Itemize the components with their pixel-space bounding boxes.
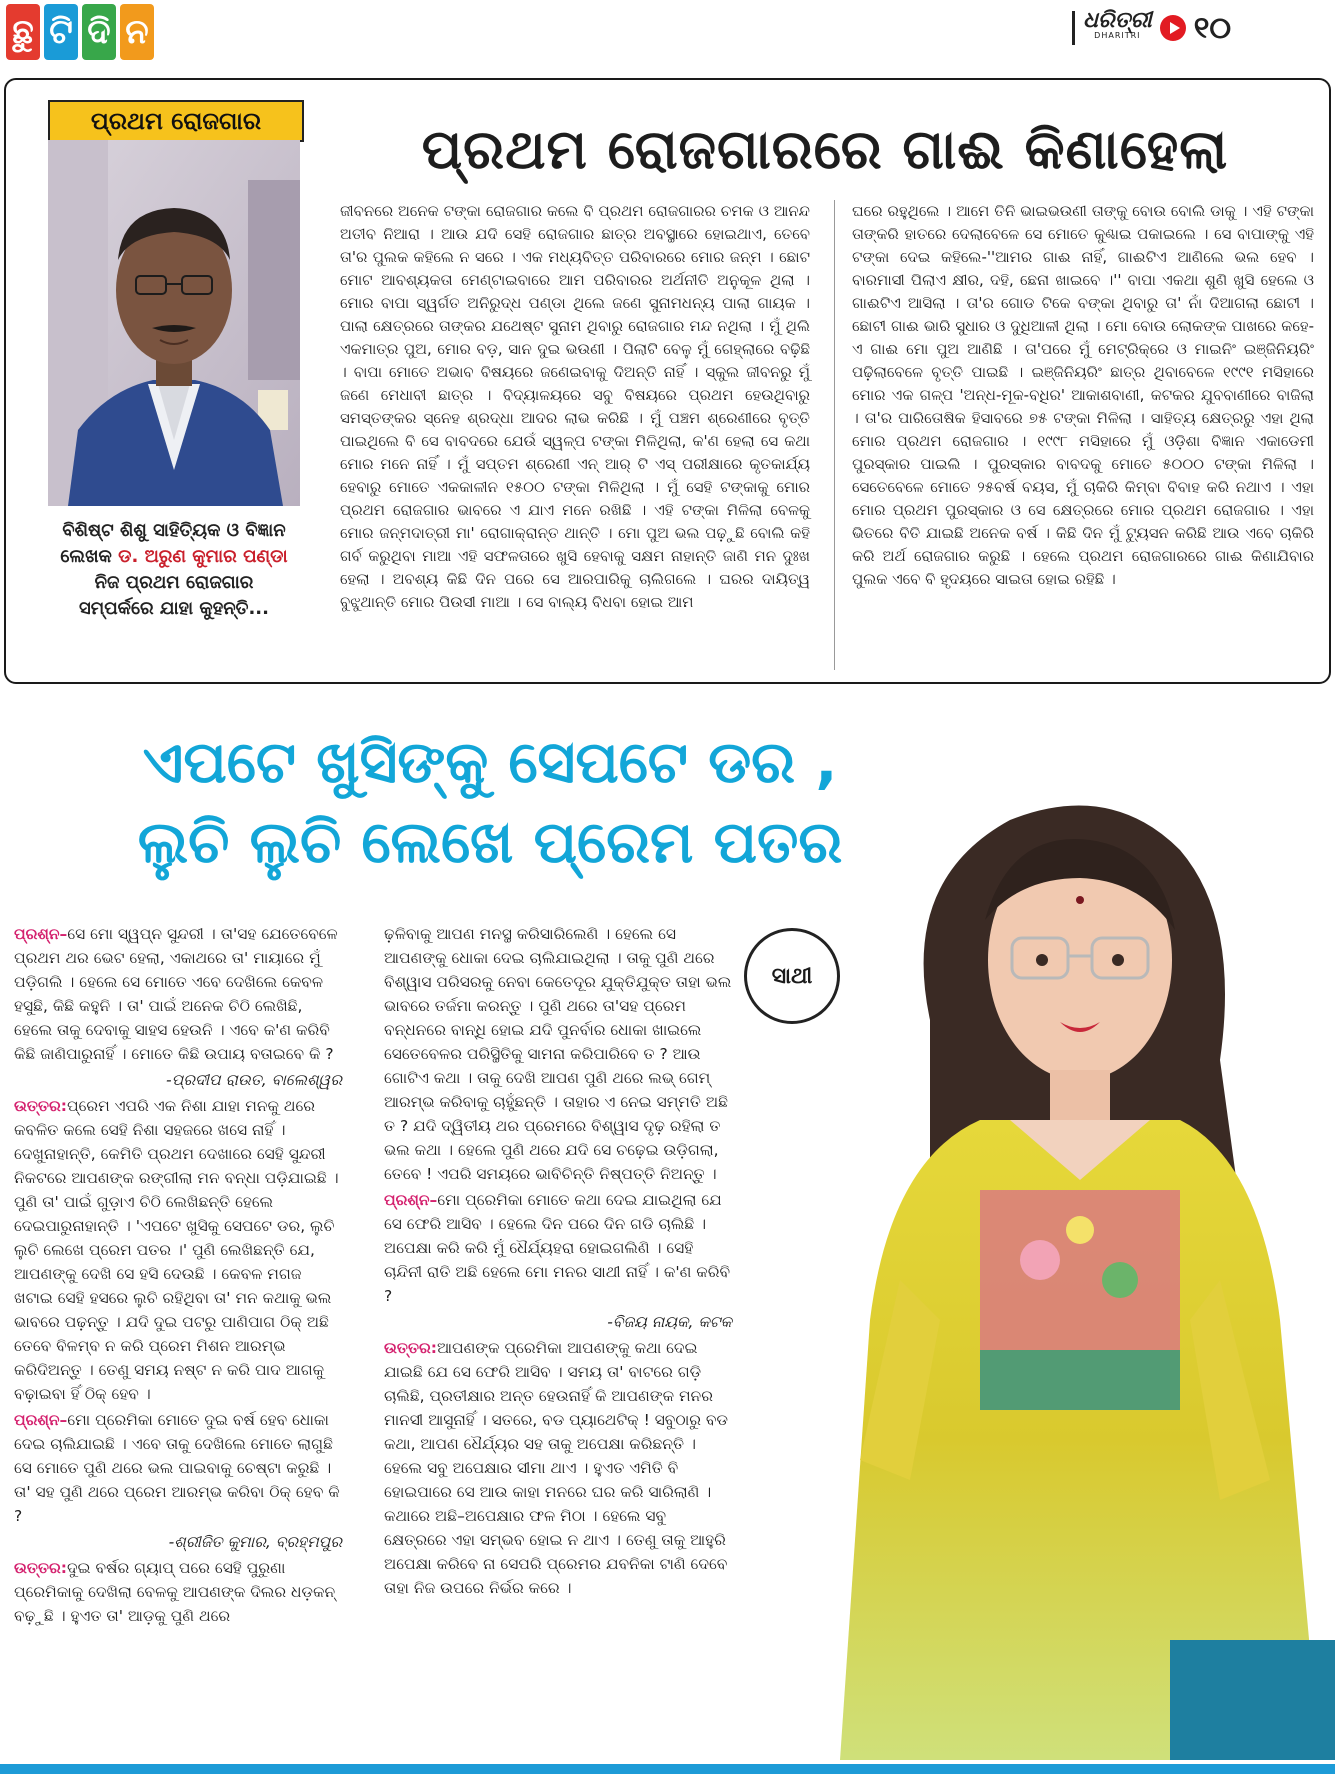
caption-line-4: ସମ୍ପର୍କରେ ଯାହା କୁହନ୍ତି... (79, 598, 269, 619)
section-logo (6, 4, 154, 64)
column-tag: ପ୍ରଥମ ରୋଜଗାର (48, 100, 304, 142)
brand-subtitle: DHARITRI (1094, 31, 1141, 40)
question-1 (14, 922, 342, 1066)
question-label: ପ୍ରଶ୍ନ– (14, 1411, 68, 1429)
article-column-2: ଘରେ ରହୁଥିଲେ । ଆମେ ତିନି ଭାଇଭଉଣୀ ତାଙ୍କୁ ବୋଉ ବୋଲି ଡାକୁ । ଏହି ଟଙ୍କା ତାଙ୍କରି ହାତରେ ଦେଲାବେଳେ ସେ ମୋତେ କୁଣ୍ଢାଇ ପକାଇଲେ । ସେ ବାପାଙ୍କୁ ଏହି ଟଙ୍କା ଦେଇ କହିଲେ-''ଆମର ଗାଈ ନାହିଁ, ଗାଈଟିଏ ଆଣିଲେ ଭଲ ହେବ । ବାରମାସୀ ପିଲାଏ କ୍ଷୀର, ଦହି, ଛେନା ଖାଇବେ ।'' ବାପା ଏକଥା ଶୁଣି ଖୁସି ହେଲେ ଓ ଗାଈଟିଏ ଆସିଲା । ତା'ର ଗୋଡ ଟିକେ ବଙ୍କା ଥିବାରୁ ତା' ନାଁ ଦିଆଗଲା ଛୋଟୀ । ଛୋଟୀ ଗାଈ ଭାରି ସୁଧାର ଓ ଦୁଧିଆଳୀ ଥିଲା । ମୋ ବୋଉ ଲୋକଙ୍କ ପାଖରେ କହେ- ଏ ଗାଈ ମୋ ପୁଅ ଆଣିଛି । ତା'ପରେ ମୁଁ ମେଟ୍ରିକ୍‌ରେ ଓ ମାଇନିଂ ଇଞ୍ଜିନିୟରିଂ ପଢ଼ିଲାବେଳେ ବୃତ୍ତି ପାଇଛି । ଇଞ୍ଜିନିୟରିଂ ଛାତ୍ର ଥିବାବେଳେ ୧୯୯୧ ମସିହାରେ ମୋର ଏକ ଗଳ୍ପ 'ଅନ୍ଧ-ମୂକ-ବଧିର' ଆକାଶବାଣୀ, କଟକର ଯୁବବାଣୀରେ ବାଜିଲା । ତା'ର ପାରିତୋଷିକ ହିସାବରେ ୭୫ ଟଙ୍କା ମିଳିଲା । ସାହିତ୍ୟ କ୍ଷେତ୍ରରୁ ଏହା ଥିଲା ମୋର ପ୍ରଥମ ରୋଜଗାର । ୧୯୯୮ ମସିହାରେ ମୁଁ ଓଡ଼ିଶା ବିଜ୍ଞାନ ଏକାଡେମୀ ପୁରସ୍କାର ପାଇଲି । ପୁରସ୍କାର ବାବଦକୁ ମୋତେ ୫୦୦୦ ଟଙ୍କା ମିଳିଲା । ସେତେବେଳେ ମୋତେ ୨୫ବର୍ଷ ବୟସ, ମୁଁ ଚାକିରି କିମ୍ବା ବିବାହ କରି ନଥାଏ । ଏହା ମୋର ପ୍ରଥମ ପୁରସ୍କାର ଓ ସେ କ୍ଷେତ୍ରରେ ମୋର ପ୍ରଥମ ରୋଜଗାର । ଏହା ଭିତରେ ବିତି ଯାଇଛି ଅନେକ ବର୍ଷ । କିଛି ଦିନ ମୁଁ ଟ୍ୟୁସନ କରିଛି ଆଉ ଏବେ ଚାକିରି କରି ଅର୍ଥ ରୋଜଗାର କରୁଛି । ହେଲେ ପ୍ରଥମ ରୋଜଗାରରେ ଗାଈ କିଣାଯିବାର ପୁଲକ ଏବେ ବି ହୃଦୟରେ ସାଇତା ହୋଇ ରହିଛି । (852, 202, 1314, 588)
caption-line-1: ବିଶିଷ୍ଟ ଶିଶୁ ସାହିତ୍ୟିକ ଓ ବିଜ୍ଞାନ (62, 520, 286, 541)
brand-divider (1072, 11, 1075, 45)
advice-column-middle (384, 922, 732, 1602)
caption-line-2 (40, 544, 308, 570)
advice-headline-line-1: ଏପଟେ ଖୁସିଙ୍କୁ ସେପଟେ ଡର , (142, 728, 838, 796)
answer-2 (14, 1556, 342, 1628)
section-logo-char-2: ଟି (44, 4, 78, 60)
advice-headline-line-2: ଲୁଚି ଲୁଚି ଲେଖେ ପ୍ରେମ ପତର (137, 808, 843, 876)
brand-name: ଧରିତ୍ରୀ (1083, 7, 1152, 33)
question-2-signature: -ଶ୍ରୀଜିତ କୁମାର, ବ୍ରହ୍ମପୁର (168, 1533, 342, 1551)
advice-column-left (14, 922, 342, 1630)
newspaper-brand (1072, 8, 1332, 48)
author-name: ଡ. ଅରୁଣ କୁମାର ପଣ୍ଡା (118, 546, 288, 567)
column-divider (834, 200, 835, 670)
section-logo-char-3: ଦି (82, 4, 116, 60)
question-3 (384, 1188, 732, 1308)
answer-label: ଉତ୍ତର: (14, 1559, 67, 1577)
answer-2-continued: ଢ଼ଳିବାକୁ ଆପଣ ମନସ୍ଥ କରିସାରିଲେଣି । ହେଲେ ସେ ଆପଣଙ୍କୁ ଧୋକା ଦେଇ ଚାଲିଯାଇଥିଲା । ତାକୁ ପୁଣି ଥରେ ବିଶ୍ୱାସ ପରିସରକୁ ନେବା କେତେଦୂର ଯୁକ୍ତିଯୁକ୍ତ ତାହା ଭଲ ଭାବରେ ତର୍ଜମା କରନ୍ତୁ । ପୁଣି ଥରେ ତା'ସହ ପ୍ରେମ ବନ୍ଧନରେ ବାନ୍ଧି ହୋଇ ଯଦି ପୁନର୍ବାର ଧୋକା ଖାଇଲେ ସେତେବେଳର ପରିସ୍ଥିତିକୁ ସାମନା କରିପାରିବେ ତ ? ଆଉ ଗୋଟିଏ କଥା । ତାକୁ ଦେଖି ଆପଣ ପୁଣି ଥରେ ଲଭ୍ ଗେମ୍ ଆରମ୍ଭ କରିବାକୁ ଚାହୁଁଛନ୍ତି । ତାହାର ଏ ନେଇ ସମ୍ମତି ଅଛି ତ ? ଯଦି ଦ୍ୱିତୀୟ ଥର ପ୍ରେମରେ ବିଶ୍ୱାସ ଦୃଢ଼ ରହିଲା ତ ଭଲ କଥା । ହେଲେ ପୁଣି ଥରେ ଯଦି ସେ ଚଢ଼େଇ ଉଡ଼ିଗଲା, ତେବେ ! ଏପରି ସମୟରେ ଭାବିଚିନ୍ତି ନିଷ୍ପତ୍ତି ନିଅନ୍ତୁ । (384, 925, 732, 1183)
section-logo-char-4: ନ (120, 4, 154, 60)
answer-1-text: ପ୍ରେମ ଏପରି ଏକ ନିଶା ଯାହା ମନକୁ ଥରେ କବଳିତ କଲେ ସେହି ନିଶା ସହଜରେ ଖସେ ନାହିଁ । ଦେଖୁନାହାନ୍ତି, କେମିତି ପ୍ରଥମ ଦେଖାରେ ସେହି ସୁନ୍ଦରୀ ନିକଟରେ ଆପଣଙ୍କ ରଙ୍ଗୀଲା ମନ ବନ୍ଧା ପଡ଼ିଯାଇଛି । ପୁଣି ତା' ପାଇଁ ଗୁଡ଼ାଏ ଚିଠି ଲେଖିଛନ୍ତି ହେଲେ ଦେଇପାରୁନାହାନ୍ତି । 'ଏପଟେ ଖୁସିକୁ ସେପଟେ ଡର, ଲୁଚି ଲୁଚି ଲେଖେ ପ୍ରେମ ପତର ।' ପୁଣି ଲେଖିଛନ୍ତି ଯେ, ଆପଣଙ୍କୁ ଦେଖି ସେ ହସି ଦେଉଛି । କେବଳ ମଗଜ ଖଟାଇ ସେହି ହସରେ ଲୁଚି ରହିଥିବା ତା' ମନ କଥାକୁ ଭଲ ଭାବରେ ପଢ଼ନ୍ତୁ । ଯଦି ଦୁଇ ପଟରୁ ପାଣିପାଗ ଠିକ୍ ଅଛି ତେବେ ବିଳମ୍ବ ନ କରି ପ୍ରେମ ମିଶନ ଆରମ୍ଭ କରିଦିଅନ୍ତୁ । ତେଣୁ ସମୟ ନଷ୍ଟ ନ କରି ପାଦ ଆଗକୁ ବଢ଼ାଇବା ହିଁ ଠିକ୍ ହେବ । (14, 1097, 339, 1403)
answer-label: ଉତ୍ତର: (14, 1097, 67, 1115)
answer-3-text: ଆପଣଙ୍କ ପ୍ରେମିକା ଆପଣଙ୍କୁ କଥା ଦେଇ ଯାଇଛି ଯେ ସେ ଫେରି ଆସିବ । ସମୟ ତା' ବାଟରେ ଗଡ଼ି ଚାଲିଛି, ପ୍ରତୀକ୍ଷାର ଅନ୍ତ ହେଉନାହିଁ କି ଆପଣଙ୍କ ମନର ମାନସୀ ଆସୁନାହିଁ । ସତରେ, ବଡ ପ୍ୟାଥେଟିକ୍ ! ସବୁଠାରୁ ବଡ କଥା, ଆପଣ ଧୈର୍ଯ୍ୟର ସହ ତାକୁ ଅପେକ୍ଷା କରିଛନ୍ତି । ହେଲେ ସବୁ ଅପେକ୍ଷାର ସୀମା ଥାଏ । ହୁଏତ ଏମିତି ବି ହୋଇପାରେ ସେ ଆଉ କାହା ମନରେ ଘର କରି ସାରିଲାଣି । କଥାରେ ଅଛି–ଅପେକ୍ଷାର ଫଳ ମିଠା । ହେଲେ ସବୁ କ୍ଷେତ୍ରରେ ଏହା ସମ୍ଭବ ହୋଇ ନ ଥାଏ । ତେଣୁ ତାକୁ ଆହୁରି ଅପେକ୍ଷା କରିବେ ନା ସେପରି ପ୍ରେମର ଯବନିକା ଟାଣି ଦେବେ ତାହା ନିଜ ଉପରେ ନିର୍ଭର କରେ । (384, 1339, 728, 1597)
question-3-text: ମୋ ପ୍ରେମିକା ମୋତେ କଥା ଦେଇ ଯାଇଥିଲା ଯେ ସେ ଫେରି ଆସିବ । ହେଲେ ଦିନ ପରେ ଦିନ ଗଡି ଚାଲିଛି । ଅପେକ୍ଷା କରି କରି ମୁଁ ଧୈର୍ଯ୍ୟହରା ହୋଇଗଲିଣି । ସେହି ଚାନ୍ଦିନୀ ରାତି ଅଛି ହେଲେ ମୋ ମନର ସାଥୀ ନାହିଁ । କ'ଣ କରିବି ? (384, 1191, 731, 1305)
article-column-1: ଜୀବନରେ ଅନେକ ଟଙ୍କା ରୋଜଗାର କଲେ ବି ପ୍ରଥମ ରୋଜଗାରର ଚମକ ଓ ଆନନ୍ଦ ଅତୀବ ନିଆରା । ଆଉ ଯଦି ସେହି ରୋଜଗାର ଛାତ୍ର ଅବସ୍ଥାରେ ହୋଇଥାଏ, ତେବେ ତା'ର ପୁଲକ କହିଲେ ନ ସରେ । ଏକ ମଧ୍ୟବିତ୍ତ ପରିବାରରେ ମୋର ଜନ୍ମ । ଛୋଟ ମୋଟ ଆବଶ୍ୟକତା ମେଣ୍ଟାଇବାରେ ଆମ ପରିବାରର ଅର୍ଥନୀତି ଅନୁକୂଳ ଥିଲା । ମୋର ବାପା ସ୍ୱର୍ଗତ ଅନିରୁଦ୍ଧ ପଣ୍ଡା ଥିଲେ ଜଣେ ସୁନାମଧନ୍ୟ ପାଲା ଗାୟକ । ପାଲା କ୍ଷେତ୍ରରେ ତାଙ୍କର ଯଥେଷ୍ଟ ସୁନାମ ଥିବାରୁ ରୋଜଗାର ମନ୍ଦ ନଥିଲା । ମୁଁ ଥିଲି ଏକମାତ୍ର ପୁଅ, ମୋର ବଡ଼, ସାନ ଦୁଇ ଭଉଣୀ । ପିଲାଟି ବେଳୁ ମୁଁ ଗେହ୍ଲାରେ ବଢ଼ିଛି । ବାପା ମୋତେ ଅଭାବ ବିଷୟରେ ଜଣେଇବାକୁ ଦିଅନ୍ତି ନାହିଁ । ସ୍କୁଲ ଜୀବନରୁ ମୁଁ ଜଣେ ମେଧାବୀ ଛାତ୍ର । ବିଦ୍ୟାଳୟରେ ସବୁ ବିଷୟରେ ପ୍ରଥମ ହେଉଥିବାରୁ ସମସ୍ତଙ୍କର ସ୍ନେହ ଶ୍ରଦ୍ଧା ଆଦର ଲାଭ କରିଛି । ମୁଁ ପଞ୍ଚମ ଶ୍ରେଣୀରେ ବୃତ୍ତି ପାଇଥିଲେ ବି ସେ ବାବଦରେ ଯେଉଁ ସ୍ୱଳ୍ପ ଟଙ୍କା ମିଳିଥିଲା, କ'ଣ ହେଲା ସେ କଥା ମୋର ମନେ ନାହିଁ । ମୁଁ ସପ୍ତମ ଶ୍ରେଣୀ ଏନ୍ ଆର୍ ଟି ଏସ୍ ପରୀକ୍ଷାରେ କୃତକାର୍ଯ୍ୟ ହେବାରୁ ମୋତେ ଏକକାଳୀନ ୧୫୦୦ ଟଙ୍କା ମିଳିଥିଲା । ମୁଁ ସେହି ଟଙ୍କାକୁ ମୋର ପ୍ରଥମ ରୋଜଗାର ଭାବରେ ଏ ଯାଏ ମନେ ରଖିଛି । ଏହି ଟଙ୍କା ମିଳିଲା ବେଳକୁ ମୋର ଜନ୍ମଦାତ୍ରୀ ମା' ରୋଗାକ୍ରାନ୍ତ ଥାନ୍ତି । ମୋ ପୁଅ ଭଲ ପଢ଼ୁଛି ବୋଲି କହି ଗର୍ବ କରୁଥିବା ମାଆ ଏହି ସଫଳତାରେ ଖୁସି ହେବାକୁ ସକ୍ଷମ ନାହାନ୍ତି ଜାଣି ମନ ଦୁଃଖ ହେଲା । ଅବଶ୍ୟ କିଛି ଦିନ ପରେ ସେ ଆରପାରିକୁ ଚାଲିଗଲେ । ଘରର ଦାୟିତ୍ୱ ବୁଝୁଥାନ୍ତି ମୋର ପିଉସୀ ମାଆ । ସେ ବାଲ୍ୟ ବିଧବା ହୋଇ ଆମ (340, 202, 810, 611)
section-logo-char-1: ଛୁ (6, 4, 40, 60)
question-2-text: ମୋ ପ୍ରେମିକା ମୋତେ ଦୁଇ ବର୍ଷ ହେବ ଧୋକା ଦେଇ ଚାଲିଯାଇଛି । ଏବେ ତାକୁ ଦେଖିଲେ ମୋତେ ଲାଗୁଛି ସେ ମୋତେ ପୁଣି ଥରେ ଭଲ ପାଇବାକୁ ଚେଷ୍ଟା କରୁଛି । ତା' ସହ ପୁଣି ଥରେ ପ୍ରେମ ଆରମ୍ଭ କରିବା ଠିକ୍ ହେବ କି ? (14, 1411, 340, 1525)
answer-2-text-start: ଦୁଇ ବର୍ଷର ଗ୍ୟାପ୍ ପରେ ସେହି ପୁରୁଣା ପ୍ରେମିକାକୁ ଦେଖିଲା ବେଳକୁ ଆପଣଙ୍କ ଦିଲର ଧଡ଼କନ୍ ବଢ଼ୁଛି । ହୁଏତ ତା' ଆଡ଼କୁ ପୁଣି ଥରେ (14, 1559, 336, 1625)
play-icon (1160, 15, 1186, 41)
answer-3 (384, 1336, 732, 1600)
featured-woman-photo (780, 760, 1335, 1760)
column-badge: ସାଥୀ (744, 928, 840, 1024)
caption-prefix: ଲେଖକ (60, 546, 119, 567)
question-3-signature: -ବିଜୟ ନାୟକ, କଟକ (607, 1313, 732, 1331)
question-1-signature: -ପ୍ରଦୀପ ରାଉତ, ବାଲେଶ୍ୱର (166, 1071, 342, 1089)
question-2 (14, 1408, 342, 1528)
author-caption (40, 518, 308, 622)
question-1-text: ସେ ମୋ ସ୍ୱପ୍ନ ସୁନ୍ଦରୀ । ତା'ସହ ଯେତେବେଳେ ପ୍ରଥମ ଥର ଭେଟ ହେଲା, ଏକାଥରେ ତା' ମାୟାରେ ମୁଁ ପଡ଼ିଗଲି । ହେଲେ ସେ ମୋତେ ଏବେ ଦେଖିଲେ କେବଳ ହସୁଛି, କିଛି କହୁନି । ତା' ପାଇଁ ଅନେକ ଚିଠି ଲେଖିଛି, ହେଲେ ତାକୁ ଦେବାକୁ ସାହସ ହେଉନି । ଏବେ କ'ଣ କରିବି କିଛି ଜାଣିପାରୁନାହିଁ । ମୋତେ କିଛି ଉପାୟ ବତାଇବେ କି ? (14, 925, 338, 1063)
question-label: ପ୍ରଶ୍ନ– (384, 1191, 438, 1209)
author-portrait (48, 140, 300, 506)
page-number: ୧୦ (1193, 10, 1232, 46)
answer-1 (14, 1094, 342, 1406)
question-label: ପ୍ରଶ୍ନ– (14, 925, 68, 943)
answer-label: ଉତ୍ତର: (384, 1339, 437, 1357)
caption-line-3: ନିଜ ପ୍ରଥମ ରୋଜଗାର (94, 572, 254, 593)
page-bottom-bar (0, 1764, 1335, 1774)
article-headline: ପ୍ରଥମ ରୋଜଗାରରେ ଗାଈ କିଣାହେଲା (421, 118, 1229, 181)
